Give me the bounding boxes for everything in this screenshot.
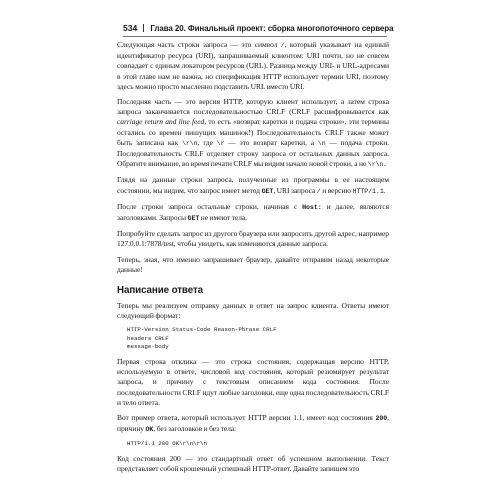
paragraph-status-200: Код состояния 200 — это стандартный ответ об успешном выполнении. Текст представляет собой крошечный успешный HTTP-ответ. Давайте запишем это [117, 453, 389, 474]
code-block-response-format [127, 326, 389, 352]
paragraph-send-back: Теперь, зная, что именно запрашивает браузер, давайте отправим назад некоторые данные! [117, 254, 389, 274]
chapter-title: Глава 20. Финальный проект: сборка многопоточного сервера [150, 24, 394, 33]
header-rule [123, 36, 387, 37]
paragraph-response-format: Теперь мы реализуем отправку данных в ответ на запрос клиента. Ответы имеют следующий формат: [117, 301, 389, 321]
paragraph-try-other: Попробуйте сделать запрос из другого браузера или запросить другой адрес, например 127.0.0.1:7878/test, чтобы увидеть, как изменяются данные запроса. [117, 229, 389, 249]
paragraph-uri: Следующая часть строки запроса — это символ /, который указывает на единый идентификатор ресурса (URI), запрашиваемый клиентом: URI почти, но не совсем совпадает с единым локатором ресурсов (URL). Разница между URI- и URL-адресами в этой главе нам не важна, но спецификация HTTP использует термин URI, поэтому здесь можно просто мысленно подставить URL вместо URI. [117, 40, 389, 91]
running-header [123, 22, 394, 35]
header-separator [143, 24, 144, 32]
paragraph-status-line: Первая строка отклика — это строка состояния, содержащая версию HTTP, используемую в ответе, числовой код состояния, который резюмирует результат запроса, и причину с текстовым описанием кода состояния. После последовательности CRLF идут любые заголовки, еще одна последовательность CRLF и тело ответа. [117, 356, 390, 407]
code-line: headers CRLF [127, 334, 169, 342]
page-number: 534 [123, 23, 138, 33]
paragraph-headers: После строки запроса остальные строки, начиная с Host: и далее, являются заголовками. Запросы GET не имеют тела. [117, 201, 389, 223]
paragraph-request-line: Глядя на данные строки запроса, полученные из программы в ее настоящем состоянии, мы видим, что запрос имеет метод GET, URI запроса / и версию HTTP/1.1. [117, 175, 389, 195]
code-line: message-body [127, 343, 169, 351]
paragraph-crlf: Последняя часть — это версия HTTP, которую клиент использует, а затем строка запроса заканчивается последовательностью CRLF (CRLF расшифровывается как carriage return and line feed, то есть «возврат каретки и подача строки», эти термины остались со времен пишущих машинок!) Последовательность CRLF также может быть записана как \r\n, где \r — это возврат каретки, а \n — подача строки. Последовательность CRLF отделяет строку запроса от остальных данных запроса. Обратите внимание, во время печати CRLF мы видим начало новой строки, а не \r\n. [117, 97, 389, 169]
code-block-example-response: HTTP/1.1 200 OK\r\n\r\n [127, 440, 208, 448]
code-line: HTTP-Version Status-Code Reason-Phrase CRLF [127, 326, 277, 334]
paragraph-example-response: Вот пример ответа, который использует HTTP версии 1.1, имеет код состояния 200, причину OK, без заголовков и без тела: [117, 412, 389, 434]
section-heading: Написание ответа [117, 285, 203, 297]
page-body [117, 40, 389, 479]
